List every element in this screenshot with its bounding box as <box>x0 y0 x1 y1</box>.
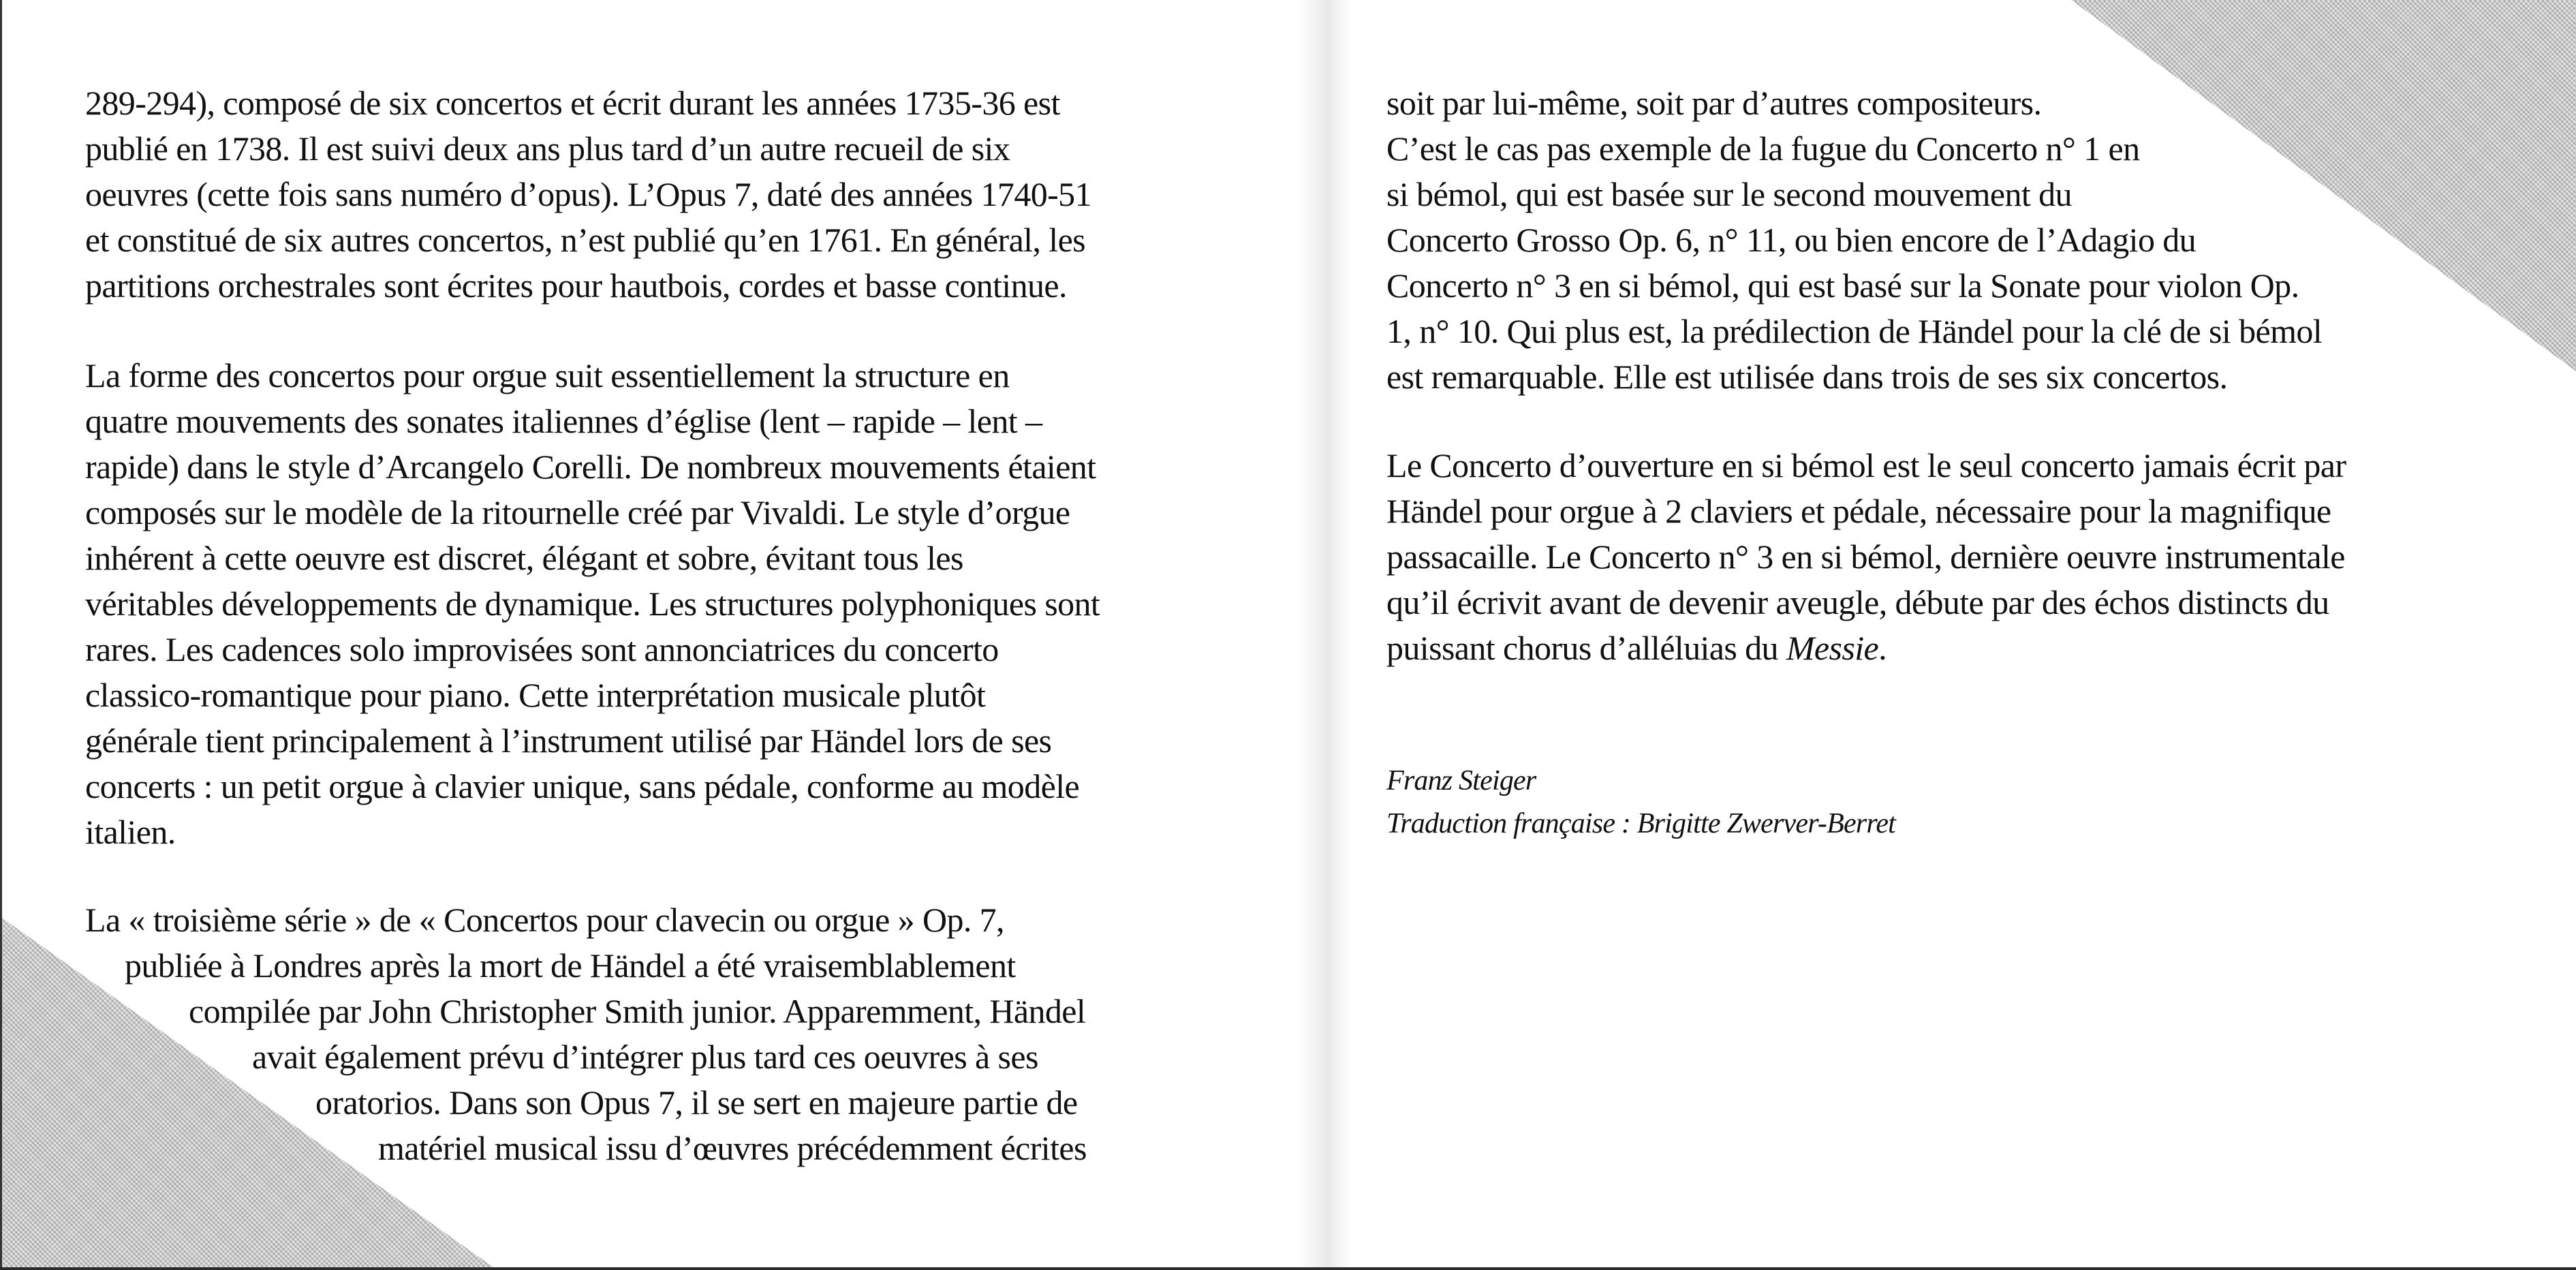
text-line: quatre mouvements des sonates italiennes d’église (lent – rapide – lent – <box>85 402 1042 440</box>
paragraph-reused-material <box>1386 80 2322 400</box>
text-line: si bémol, qui est basée sur le second mouvement du <box>1386 175 2072 213</box>
paragraph-overture-concerto <box>1386 443 2346 671</box>
text-line: La « troisième série » de « Concertos pour clavecin ou orgue » Op. 7, <box>85 901 1004 939</box>
text-line: composés sur le modèle de la ritournelle créé par Vivaldi. Le style d’orgue <box>85 493 1070 531</box>
work-title-messie: Messie <box>1786 629 1879 667</box>
scan-edge-bottom <box>0 1267 2576 1270</box>
text-fragment: . <box>1878 629 1887 667</box>
text-line: 289-294), composé de six concertos et écrit durant les années 1735-36 est <box>85 84 1060 122</box>
page-fold-shadow <box>1298 0 1352 1270</box>
text-line: rapide) dans le style d’Arcangelo Corelli. De nombreux mouvements étaient <box>85 448 1096 486</box>
text-line: compilée par John Christopher Smith junior. Apparemment, Händel <box>189 992 1086 1030</box>
text-line: Concerto Grosso Op. 6, n° 11, ou bien encore de l’Adagio du <box>1386 221 2197 259</box>
text-line: générale tient principalement à l’instrument utilisé par Händel lors de ses <box>85 722 1052 760</box>
text-line: véritables développements de dynamique. Les structures polyphoniques sont <box>85 585 1100 623</box>
text-line: publié en 1738. Il est suivi deux ans plus tard d’un autre recueil de six <box>85 129 1010 168</box>
text-line: est remarquable. Elle est utilisée dans trois de ses six concertos. <box>1386 358 2228 396</box>
text-line: Concerto n° 3 en si bémol, qui est basé sur la Sonate pour violon Op. <box>1386 266 2299 305</box>
text-line: Le Concerto d’ouverture en si bémol est le seul concerto jamais écrit par <box>1386 446 2346 484</box>
text-line: matériel musical issu d’œuvres précédemment écrites <box>378 1129 1087 1167</box>
text-line: C’est le cas pas exemple de la fugue du Concerto n° 1 en <box>1386 129 2140 168</box>
text-line: soit par lui-même, soit par d’autres compositeurs. <box>1386 84 2042 122</box>
text-line: concerts : un petit orgue à clavier unique, sans pédale, conforme au modèle <box>85 767 1080 805</box>
paragraph-concerto-form <box>85 353 1100 855</box>
text-line: passacaille. Le Concerto n° 3 en si bémol, dernière oeuvre instrumentale <box>1386 538 2345 576</box>
author-credit: Franz Steiger <box>1386 765 1536 796</box>
text-line: 1, n° 10. Qui plus est, la prédilection de Händel pour la clé de si bémol <box>1386 312 2323 350</box>
text-line: oratorios. Dans son Opus 7, il se sert en majeure partie de <box>315 1083 1078 1121</box>
text-line: et constitué de six autres concertos, n’est publié qu’en 1761. En général, les <box>85 221 1086 259</box>
text-line: inhérent à cette oeuvre est discret, élégant et sobre, évitant tous les <box>85 539 963 577</box>
text-line: La forme des concertos pour orgue suit essentiellement la structure en <box>85 356 1010 394</box>
scan-edge-left <box>0 0 2 1270</box>
text-line: Händel pour orgue à 2 claviers et pédale, nécessaire pour la magnifique <box>1386 492 2331 530</box>
text-line: partitions orchestrales sont écrites pour hautbois, cordes et basse continue. <box>85 266 1067 305</box>
text-line-last <box>1386 625 2346 671</box>
text-line: qu’il écrivit avant de devenir aveugle, débute par des échos distincts du <box>1386 583 2329 621</box>
translator-credit: Traduction française : Brigitte Zwerver-Berret <box>1386 808 1896 839</box>
text-fragment: puissant chorus d’alléluias du <box>1386 629 1786 667</box>
text-line: oeuvres (cette fois sans numéro d’opus). L’Opus 7, daté des années 1740-51 <box>85 175 1091 213</box>
text-line: classico-romantique pour piano. Cette interprétation musicale plutôt <box>85 676 986 714</box>
paragraph-third-series <box>85 897 1087 1171</box>
credits <box>1386 760 1895 846</box>
text-line: avait également prévu d’intégrer plus tard ces oeuvres à ses <box>252 1038 1038 1076</box>
text-line: italien. <box>85 813 176 851</box>
text-line: rares. Les cadences solo improvisées sont annonciatrices du concerto <box>85 630 999 668</box>
paragraph-opus-history <box>85 80 1091 309</box>
text-line: publiée à Londres après la mort de Händel a été vraisemblablement <box>125 946 1016 985</box>
